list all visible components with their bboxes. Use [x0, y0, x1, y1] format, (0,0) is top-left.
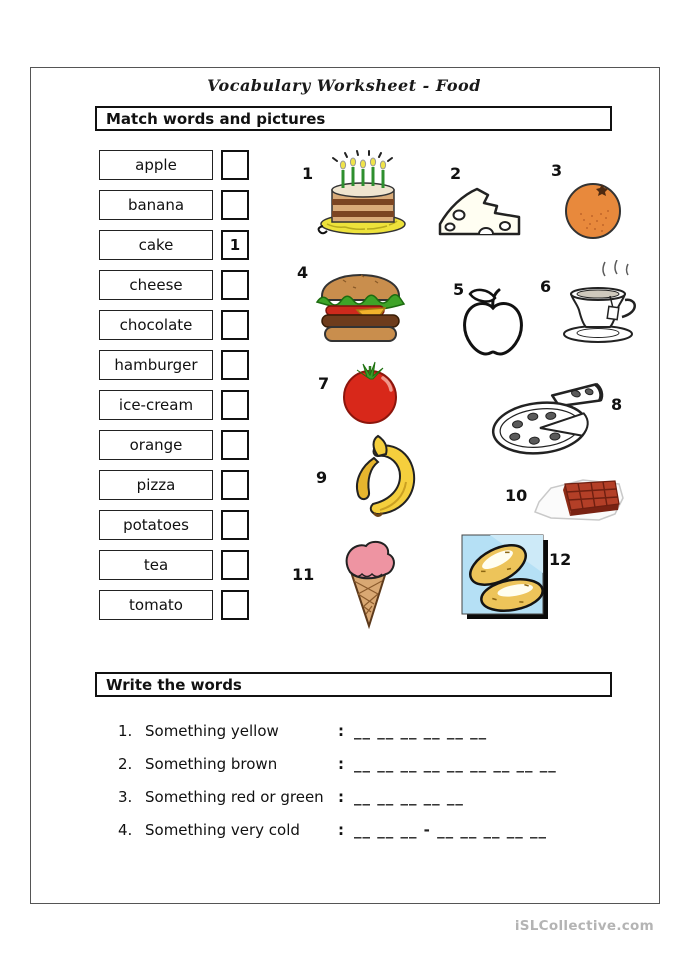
colon: : [338, 788, 344, 806]
picture-number-2: 2 [450, 164, 462, 183]
word-label: tomato [129, 596, 183, 614]
write-line-prompt: Something very cold [145, 821, 300, 839]
word-label: ice-cream [118, 396, 194, 414]
answer-box-hamburger[interactable] [221, 350, 249, 380]
answer-box-ice-cream[interactable] [221, 390, 249, 420]
word-box-cheese [99, 270, 213, 300]
word-row-banana [99, 190, 249, 220]
answer-box-pizza[interactable] [221, 470, 249, 500]
picture-number-9: 9 [316, 468, 328, 487]
word-box-banana [99, 190, 213, 220]
word-row-tomato [99, 590, 249, 620]
answer-box-orange[interactable] [221, 430, 249, 460]
write-answer-1[interactable] [338, 722, 487, 740]
write-answer-2[interactable] [338, 755, 557, 773]
word-label: tea [143, 556, 169, 574]
word-box-tomato [99, 590, 213, 620]
picture-cake [315, 148, 410, 240]
colon: : [338, 755, 344, 773]
answer-value: 1 [229, 236, 241, 254]
word-box-pizza [99, 470, 213, 500]
write-section-header [95, 672, 612, 697]
match-section-header [95, 106, 612, 131]
answer-box-potatoes[interactable] [221, 510, 249, 540]
write-line-1 [118, 722, 279, 740]
answer-blanks: __ __ __ __ __ __ [354, 722, 488, 740]
word-label: orange [129, 436, 183, 454]
picture-number-5: 5 [453, 280, 465, 299]
word-row-orange [99, 430, 249, 460]
picture-number-11: 11 [292, 565, 315, 584]
write-line-3 [118, 788, 324, 806]
word-box-chocolate [99, 310, 213, 340]
watermark: iSLCollective.com [514, 918, 654, 934]
word-label: hamburger [114, 356, 198, 374]
picture-potatoes [460, 533, 552, 623]
word-row-chocolate [99, 310, 249, 340]
picture-pizza [488, 370, 614, 460]
word-row-potatoes [99, 510, 249, 540]
word-label: pizza [136, 476, 176, 494]
word-row-tea [99, 550, 249, 580]
picture-tomato [336, 360, 404, 424]
answer-box-tea[interactable] [221, 550, 249, 580]
match-section-title: Match words and pictures [106, 109, 326, 128]
picture-tea [553, 260, 645, 348]
picture-number-12: 12 [549, 550, 572, 569]
colon: : [338, 821, 344, 839]
word-label: potatoes [123, 516, 189, 534]
answer-blanks: __ __ __ - __ __ __ __ __ [354, 821, 548, 839]
write-line-4 [118, 821, 300, 839]
picture-number-10: 10 [505, 486, 528, 505]
word-row-cake [99, 230, 249, 260]
write-line-number: 2. [118, 755, 133, 773]
word-row-hamburger [99, 350, 249, 380]
word-box-hamburger [99, 350, 213, 380]
word-box-orange [99, 430, 213, 460]
picture-banana [338, 434, 426, 520]
picture-cheese [435, 182, 525, 240]
write-line-prompt: Something red or green [145, 788, 324, 806]
picture-number-6: 6 [540, 277, 552, 296]
write-line-number: 4. [118, 821, 133, 839]
answer-blanks: __ __ __ __ __ __ __ __ __ [354, 755, 557, 773]
word-row-pizza [99, 470, 249, 500]
word-box-potatoes [99, 510, 213, 540]
answer-box-chocolate[interactable] [221, 310, 249, 340]
picture-number-7: 7 [318, 374, 330, 393]
word-label: banana [127, 196, 185, 214]
word-box-tea [99, 550, 213, 580]
write-answer-4[interactable] [338, 821, 547, 839]
picture-ice-cream [336, 536, 400, 630]
answer-blanks: __ __ __ __ __ [354, 788, 464, 806]
word-row-apple [99, 150, 249, 180]
answer-box-cheese[interactable] [221, 270, 249, 300]
write-line-prompt: Something yellow [145, 722, 279, 740]
write-section-title: Write the words [106, 675, 242, 694]
word-label: chocolate [119, 316, 193, 334]
write-line-number: 3. [118, 788, 133, 806]
picture-orange [562, 176, 624, 240]
picture-hamburger [313, 256, 408, 346]
picture-number-1: 1 [302, 164, 314, 183]
write-line-number: 1. [118, 722, 133, 740]
answer-box-apple[interactable] [221, 150, 249, 180]
page-title: Vocabulary Worksheet - Food [207, 76, 481, 95]
word-box-cake [99, 230, 213, 260]
write-answer-3[interactable] [338, 788, 464, 806]
answer-box-banana[interactable] [221, 190, 249, 220]
word-list [99, 150, 249, 620]
word-row-cheese [99, 270, 249, 300]
word-box-ice-cream [99, 390, 213, 420]
picture-chocolate [533, 470, 625, 526]
answer-box-cake[interactable] [221, 230, 249, 260]
colon: : [338, 722, 344, 740]
picture-number-8: 8 [611, 395, 623, 414]
word-label: cheese [129, 276, 183, 294]
word-label: apple [135, 156, 177, 174]
write-line-prompt: Something brown [145, 755, 278, 773]
answer-box-tomato[interactable] [221, 590, 249, 620]
word-label: cake [138, 236, 174, 254]
write-line-2 [118, 755, 277, 773]
picture-number-3: 3 [551, 161, 563, 180]
picture-apple [458, 286, 528, 360]
picture-number-4: 4 [297, 263, 309, 282]
word-row-ice-cream [99, 390, 249, 420]
word-box-apple [99, 150, 213, 180]
